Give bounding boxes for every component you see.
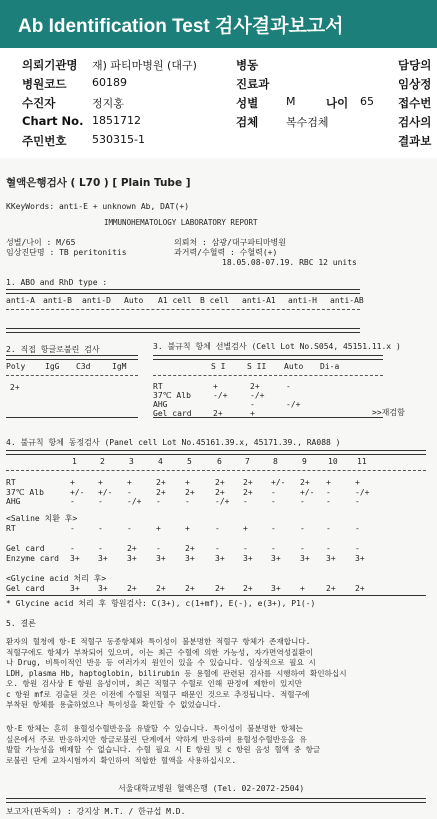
sec2-col: IgG [45,362,60,371]
sec4-cell: 2+ [185,488,195,497]
sec4-row-label: RT [6,478,16,487]
label-sex: 성별 [236,96,259,110]
sec4-cell: 2+ [300,478,310,487]
sec4-col: 10 [328,457,338,466]
sec4-cell: 3+ [127,554,137,563]
sec4-cell: - [300,544,305,553]
label-patient: 수진자 [22,96,56,110]
sec4-row-label: RT [6,524,16,533]
sec4-cell: - [271,544,276,553]
sec4-cell: -/+ [355,488,370,497]
sec1-col: anti-AB [330,296,364,305]
sec4-cell: - [326,524,331,533]
sec4-row-label: Gel card [6,584,45,593]
label-chart-no: Chart No. [22,114,84,128]
sec3-row-label: Gel card [153,409,192,418]
rule [6,355,138,360]
sec4-cell: 2+ [215,478,225,487]
label-ward: 병동 [236,58,259,72]
rule [153,355,383,360]
sec1-title: 1. ABO and RhD type : [6,278,108,287]
conclusion-line: 적혈구에도 항체가 부착되어 있으며, 이는 최근 수혈에 의한 가능성, 자가면역성질환이 [6,647,314,657]
sec4-col: 8 [273,457,278,466]
sec4-cell: 3+ [300,554,310,563]
rule [6,450,426,455]
sec4-cell: - [355,524,360,533]
sec4-cell: 3+ [70,584,80,593]
sec3-header [0,362,437,372]
sec4-header [0,457,437,467]
label-doctor: 담당의 [398,58,432,72]
rule [153,375,383,376]
sec4-cell: +/- [271,478,286,487]
sec3-col: Di-a [320,362,340,371]
sec4-cell: 3+ [271,584,281,593]
sec3-cell: 2+ [250,382,260,391]
sec1-col: anti-H [288,296,317,305]
rule [6,328,360,333]
sec4-cell: + [185,478,190,487]
sec4-cell: 2+ [156,488,166,497]
sec4-col: 7 [245,457,250,466]
conclusion-line: 로불린 단계 교차시험까지 확인하여 적합한 혈액을 사용하십시오. [6,755,237,765]
sec5-title: 5. 결론 [6,619,36,628]
label-result-report: 결과보 [398,134,432,148]
sec2-col: IgM [112,362,127,371]
label-clinical: 임상정 [398,77,432,91]
sec4-cell: 3+ [355,554,365,563]
sec3-note: >>재검함 [372,408,405,417]
sec4-cell: + [185,524,190,533]
scanned-report [0,158,437,819]
value-chart-no: 1851712 [92,114,141,127]
sec4-cell: + [243,524,248,533]
sec4-col: 5 [187,457,192,466]
sec2-col: C3d [76,362,91,371]
sec4-cell: - [98,524,103,533]
meta-sex-age: 성별/나이 : M/65 [6,238,76,247]
sec4-cell: 3+ [70,554,80,563]
sec4-cell: + [156,524,161,533]
label-referring-hospital: 의뢰기관명 [22,58,78,72]
conclusion-line: LDH, plasma Hb, haptoglobin, bilirubin 등 용혈에 관련된 검사를 시행하여 확인하십시 [6,668,347,678]
sec4-row-label: 37℃ Alb [6,488,44,497]
sec4-cell: - [156,544,161,553]
sec3-col: Auto [284,362,304,371]
conclusion-line: c 항원 mf로 검출된 것은 이전에 수혈된 적혈구 때문인 것으로 추정됩니다. 적혈구에 [6,689,310,699]
sec4-row-label: <Saline 치환 후> [6,514,78,523]
sec3-title: 3. 불규칙 항체 선별검사 (Cell Lot No.S054, 45151.11.x ) [153,342,401,351]
value-sex: M [286,95,296,108]
sec4-cell: 2+ [185,544,195,553]
conclusion-line: 실온에서 주로 반응하지만 항글로불린 단계에서 약하게 반응하여 용혈성수혈반응을 유 [6,734,307,744]
sec4-cell: - [215,524,220,533]
sec4-cell: 3+ [215,554,225,563]
value-specimen: 복수검체 [286,116,329,129]
sec1-col: anti-A1 [242,296,276,305]
sec4-cell: 2+ [156,478,166,487]
sec3-row-label: AHG [153,400,168,409]
sec3-cell: 2+ [213,409,223,418]
sec3-cell: -/+ [213,391,228,400]
sec4-cell: + [300,584,305,593]
label-receipt: 접수번 [398,96,432,110]
sec4-cell: - [70,524,75,533]
sec4-col: 11 [357,457,367,466]
sec4-cell: - [300,497,305,506]
sec4-cell: - [156,497,161,506]
sec3-cell: - [286,382,291,391]
label-age: 나이 [326,96,349,110]
sec4-cell: 2+ [243,478,253,487]
sec4-cell: 3+ [326,554,336,563]
sec1-col: A1 cell [158,296,192,305]
sec1-header [0,296,437,306]
rule [6,417,138,418]
sec4-col: 4 [158,457,163,466]
sec4-cell: 3+ [98,584,108,593]
sec2-poly-value: 2+ [10,383,20,392]
sec3-cell: - [250,400,255,409]
conclusion-line: 발할 가능성을 배제할 수 없습니다. 수혈 필요 시 E 항원 및 c 항원 음성 혈액 중 항글 [6,745,321,754]
sec4-cell: +/- [70,488,85,497]
sec3-row-label: RT [153,382,163,391]
meta-transfusion: 18.05.08-07.19. RBC 12 units [222,258,357,267]
sec4-cell: + [70,478,75,487]
sec4-cell: + [98,478,103,487]
sec4-row-label: AHG [6,497,21,506]
sec4-cell: + [127,478,132,487]
sec4-cell: 2+ [215,488,225,497]
sec4-cell: - [355,544,360,553]
sec4-cell: 2+ [156,584,166,593]
sec4-cell: 2+ [243,584,253,593]
rule [6,798,426,803]
report-title: Ab Identification Test 검사결과보고서 [18,15,344,37]
sec4-cell: + [326,478,331,487]
sec4-cell: 3+ [98,554,108,563]
sec4-cell: -/+ [215,497,230,506]
doc-title: 혈액은행검사 ( L70 ) [ Plain Tube ] [6,177,191,189]
sec4-cell: 3+ [271,554,281,563]
sec4-cell: - [243,544,248,553]
conclusion-line: 나 Drug, 비특이적인 반응 등 여러가지 원인이 있을 수 있습니다. 임상적으로 필요 시 [6,658,316,667]
report-banner [0,0,437,48]
sec1-col: Auto [124,296,144,305]
sec4-cell: +/- [300,488,315,497]
value-resident-no: 530315-1 [92,133,145,146]
conclusion-line: 부착된 항체를 용출하였으나 특이성을 확인할 수 없었습니다. [6,700,222,709]
label-hospital-code: 병원코드 [22,77,67,91]
sec4-col: 2 [100,457,105,466]
sec4-cell: - [215,544,220,553]
sec4-row-label: <Glycine acid 처리 후> [6,574,107,583]
keywords: KKeyWords: anti-E + unknown Ab, DAT(+) [6,202,190,211]
sec4-cell: - [185,497,190,506]
sec1-col: anti-B [43,296,72,305]
sec4-cell: - [271,524,276,533]
sec4-cell: - [271,497,276,506]
sec4-cell: - [98,544,103,553]
sec4-note: * Glycine acid 처리 후 항원검사: C(3+), c(1+mf), E(-), e(3+), P1(-) [6,599,316,608]
sec4-cell: - [271,488,276,497]
sec4-cell: -/+ [127,497,142,506]
sec4-cell: 2+ [215,584,225,593]
sec2-title: 2. 직접 항글로불린 검사 [6,345,100,354]
sec4-cell: 2+ [355,584,365,593]
sec4-col: 1 [72,457,77,466]
sec4-cell: 2+ [243,488,253,497]
label-department: 진료과 [236,77,270,91]
sec4-cell: 2+ [127,584,137,593]
sec4-cell: 3+ [243,554,253,563]
rule [6,375,138,376]
sec4-cell: +/- [98,488,113,497]
conclusion-line: 오. 항원 검사상 E 항원 음성이며, 최근 적혈구 수혈로 인해 판정에 제한이 있지만 [6,679,302,688]
sec4-cell: 2+ [326,584,336,593]
conclusion-line: 환자의 혈청에 항-E 적혈구 동종항체와 특이성이 불분명한 적혈구 항체가 존재합니다. [6,637,311,646]
sec4-cell: - [98,497,103,506]
sec4-cell: - [326,488,331,497]
conclusion-line: 항-E 항체는 흔히 용혈성수혈반응을 유발할 수 있습니다. 특이성이 불분명한 항체는 [6,724,303,733]
sec4-cell: - [70,544,75,553]
rule [6,595,426,596]
sec2-col: Poly [6,362,26,371]
sec1-col: B cell [200,296,229,305]
sec4-row-label: Enzyme card [6,554,59,563]
report-heading: IMMUNOHEMATOLOGY LABORATORY REPORT [104,218,258,227]
sec4-cell: - [127,524,132,533]
sec3-col: S I [211,362,226,371]
sec3-cell: -/+ [250,391,265,400]
sec4-cell: - [300,524,305,533]
lab-signature: 서울대학교병원 혈액은행 (Tel. 02-2072-2504) [118,784,305,793]
meta-history: 과거력/수혈력 : 수혈력(+) [174,248,278,257]
sec4-cell: 3+ [156,554,166,563]
sec4-cell: - [326,497,331,506]
sec4-cell: 2+ [185,584,195,593]
rule [6,309,360,310]
sec1-col: anti-D [82,296,111,305]
meta-diagnosis: 임상진단명 : TB peritonitis [6,248,127,257]
sec4-col: 9 [302,457,307,466]
sec1-col: anti-A [6,296,35,305]
rule [6,470,426,471]
rule [6,289,360,294]
sec4-cell: - [127,488,132,497]
sec4-cell: + [355,478,360,487]
sec4-cell: - [70,497,75,506]
sec3-cell: + [213,382,218,391]
label-resident-no: 주민번호 [22,134,67,148]
sec4-row-label: Gel card [6,544,45,553]
sec4-cell: 2+ [127,544,137,553]
label-specimen: 검체 [236,115,259,129]
sec4-title: 4. 불규칙 항체 동정검사 (Panel cell Lot No.45161.39.x, 45171.39., RA088 ) [6,438,341,447]
rule [153,417,383,418]
label-examiner: 검사의 [398,115,432,129]
sec4-col: 6 [217,457,222,466]
sec3-col: S II [247,362,267,371]
sec4-cell: - [243,497,248,506]
reporter: 보고자(판독의) : 강지상 M.T. / 한규섭 M.D. [6,807,186,816]
meta-requester: 의뢰처 : 삼광/대구파티마병원 [174,238,287,247]
value-age: 65 [360,95,374,108]
sec4-col: 3 [129,457,134,466]
sec4-cell: - [326,544,331,553]
sec3-cell: -/+ [286,400,301,409]
value-patient: 정지홍 [92,97,124,110]
sec3-cell: + [250,409,255,418]
value-referring-hospital: 재) 파티마병원 (대구) [92,59,197,72]
sec3-row-label: 37℃ Alb [153,391,191,400]
patient-info [0,54,437,150]
sec4-cell: 3+ [185,554,195,563]
sec4-cell: - [355,497,360,506]
value-hospital-code: 60189 [92,76,127,89]
